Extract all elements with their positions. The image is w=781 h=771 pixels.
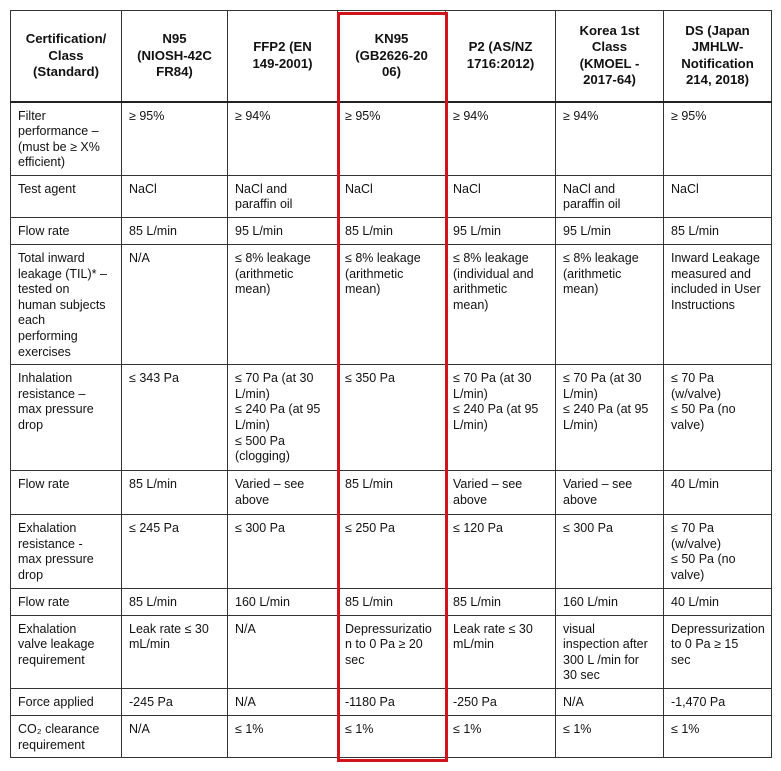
table-cell: ≥ 95%: [122, 102, 228, 176]
table-cell: 95 L/min: [556, 218, 664, 245]
table-cell: ≥ 94%: [446, 102, 556, 176]
table-cell: ≤ 70 Pa (at 30 L/min) ≤ 240 Pa (at 95 L/min): [556, 365, 664, 471]
header-cell: N95 (NIOSH-42C FR84): [122, 11, 228, 102]
table-cell: ≤ 250 Pa: [338, 515, 446, 588]
table-cell: ≤ 245 Pa: [122, 515, 228, 588]
table-cell: -1,470 Pa: [664, 688, 772, 715]
table-cell: -1180 Pa: [338, 688, 446, 715]
row-label: Force applied: [11, 688, 122, 715]
table-row: [11, 615, 772, 688]
table-cell: 85 L/min: [122, 471, 228, 515]
comparison-table: [10, 10, 772, 758]
table-cell: ≤ 70 Pa (w/valve) ≤ 50 Pa (no valve): [664, 515, 772, 588]
table-cell: -250 Pa: [446, 688, 556, 715]
table-cell: -245 Pa: [122, 688, 228, 715]
table-cell: 40 L/min: [664, 588, 772, 615]
table-cell: ≤ 8% leakage (arithmetic mean): [338, 245, 446, 365]
table-cell: 85 L/min: [122, 588, 228, 615]
table-cell: ≥ 95%: [664, 102, 772, 176]
table-row: [11, 175, 772, 217]
table-cell: Inward Leakage measured and included in User Instructions: [664, 245, 772, 365]
table-cell: ≥ 94%: [556, 102, 664, 176]
table-cell: Varied – see above: [556, 471, 664, 515]
table-row: [11, 245, 772, 365]
header-cell: Korea 1st Class (KMOEL - 2017-64): [556, 11, 664, 102]
table-cell: 85 L/min: [338, 471, 446, 515]
table-cell: 40 L/min: [664, 471, 772, 515]
table-cell: Varied – see above: [228, 471, 338, 515]
table-cell: ≤ 1%: [228, 715, 338, 757]
row-label: CO₂ clearance requirement: [11, 715, 122, 757]
table-row: [11, 365, 772, 471]
table-cell: ≤ 1%: [664, 715, 772, 757]
table-cell: Depressurizatio n to 0 Pa ≥ 20 sec: [338, 615, 446, 688]
row-label: Exhalation valve leakage requirement: [11, 615, 122, 688]
table-cell: N/A: [556, 688, 664, 715]
header-cell: FFP2 (EN 149-2001): [228, 11, 338, 102]
header-cell: DS (Japan JMHLW- Notification 214, 2018): [664, 11, 772, 102]
table-cell: ≤ 8% leakage (arithmetic mean): [228, 245, 338, 365]
table-cell: ≤ 8% leakage (individual and arithmetic mean): [446, 245, 556, 365]
table-cell: 95 L/min: [228, 218, 338, 245]
table-cell: ≤ 343 Pa: [122, 365, 228, 471]
table-cell: ≤ 300 Pa: [228, 515, 338, 588]
table-row: [11, 471, 772, 515]
header-cell: KN95 (GB2626-20 06): [338, 11, 446, 102]
table-row: [11, 715, 772, 757]
table-cell: Varied – see above: [446, 471, 556, 515]
table-cell: NaCl and paraffin oil: [228, 175, 338, 217]
table-cell: ≤ 1%: [556, 715, 664, 757]
row-label: Inhalation resistance – max pressure drop: [11, 365, 122, 471]
table-row: [11, 588, 772, 615]
table-cell: 85 L/min: [664, 218, 772, 245]
table-cell: 85 L/min: [122, 218, 228, 245]
table-cell: ≤ 1%: [446, 715, 556, 757]
row-label: Filter performance – (must be ≥ X% efficient): [11, 102, 122, 176]
table-row: [11, 218, 772, 245]
table-row: [11, 688, 772, 715]
table-cell: ≥ 95%: [338, 102, 446, 176]
table-cell: ≤ 70 Pa (at 30 L/min) ≤ 240 Pa (at 95 L/min) ≤ 500 Pa (clogging): [228, 365, 338, 471]
row-label: Exhalation resistance - max pressure drop: [11, 515, 122, 588]
table-cell: 85 L/min: [338, 588, 446, 615]
table-cell: Leak rate ≤ 30 mL/min: [446, 615, 556, 688]
table-cell: 85 L/min: [338, 218, 446, 245]
table-cell: ≤ 120 Pa: [446, 515, 556, 588]
table-cell: 95 L/min: [446, 218, 556, 245]
table-cell: N/A: [228, 615, 338, 688]
table-cell: ≤ 300 Pa: [556, 515, 664, 588]
table-cell: ≤ 350 Pa: [338, 365, 446, 471]
row-label: Flow rate: [11, 218, 122, 245]
row-label: Test agent: [11, 175, 122, 217]
table-cell: visual inspection after 300 L /min for 30 sec: [556, 615, 664, 688]
table-cell: ≤ 1%: [338, 715, 446, 757]
table-cell: NaCl and paraffin oil: [556, 175, 664, 217]
table-row: [11, 515, 772, 588]
table-cell: Leak rate ≤ 30 mL/min: [122, 615, 228, 688]
table-cell: ≤ 70 Pa (at 30 L/min) ≤ 240 Pa (at 95 L/min): [446, 365, 556, 471]
table-cell: N/A: [122, 245, 228, 365]
table-cell: N/A: [122, 715, 228, 757]
header-cell: Certification/ Class (Standard): [11, 11, 122, 102]
table-cell: Depressurization to 0 Pa ≥ 15 sec: [664, 615, 772, 688]
header-row: [11, 11, 772, 102]
row-label: Flow rate: [11, 588, 122, 615]
table-cell: ≥ 94%: [228, 102, 338, 176]
table-cell: NaCl: [122, 175, 228, 217]
table-cell: NaCl: [338, 175, 446, 217]
table-cell: 160 L/min: [556, 588, 664, 615]
table-cell: 85 L/min: [446, 588, 556, 615]
row-label: Flow rate: [11, 471, 122, 515]
header-cell: P2 (AS/NZ 1716:2012): [446, 11, 556, 102]
table-cell: ≤ 70 Pa (w/valve) ≤ 50 Pa (no valve): [664, 365, 772, 471]
table-cell: NaCl: [446, 175, 556, 217]
table-cell: NaCl: [664, 175, 772, 217]
table-cell: 160 L/min: [228, 588, 338, 615]
table-cell: N/A: [228, 688, 338, 715]
row-label: Total inward leakage (TIL)* – tested on human subjects each performing exercises: [11, 245, 122, 365]
table-cell: ≤ 8% leakage (arithmetic mean): [556, 245, 664, 365]
table-row: [11, 102, 772, 176]
